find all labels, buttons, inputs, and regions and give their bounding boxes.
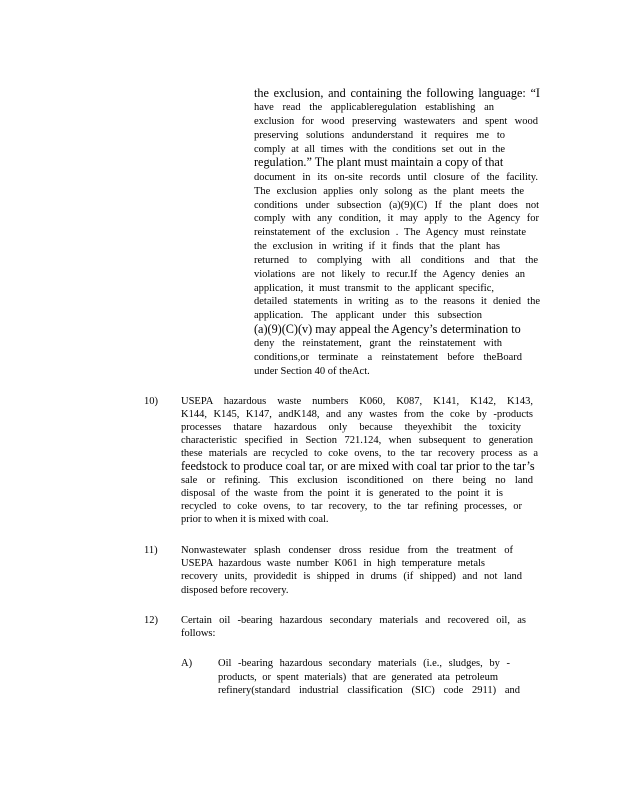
text-line: document in its on-site records until closure of the facility.	[254, 172, 538, 183]
text-line: preserving solutions andunderstand it requires me to	[254, 130, 505, 141]
text-line: the exclusion, and containing the following language: “I	[254, 86, 540, 100]
text-line: USEPA hazardous waste numbers K060, K087, K141, K142, K143,	[181, 396, 533, 407]
text-line: Certain oil -bearing hazardous secondary materials and recovered oil, as	[181, 615, 526, 626]
text-line: K144, K145, K147, andK148, and any wastes from the coke by -products	[181, 409, 533, 420]
text-line: USEPA hazardous waste number K061 in high temperature metals	[181, 558, 485, 569]
text-line: recovery units, providedit is shipped in drums (if shipped) and not land	[181, 571, 522, 582]
item-number: 12)	[144, 615, 158, 626]
text-line: follows:	[181, 628, 216, 639]
text-line: disposed before recovery.	[181, 585, 289, 596]
text-line: feedstock to produce coal tar, or are mixed with coal tar prior to the tar’s	[181, 459, 535, 473]
text-line: reinstatement of the exclusion . The Agency must reinstate	[254, 227, 526, 238]
text-line: under Section 40 of theAct.	[254, 366, 370, 377]
text-line: prior to when it is mixed with coal.	[181, 514, 329, 525]
text-line: processes thatare hazardous only because theyexhibit the toxicity	[181, 422, 521, 433]
text-line: conditions under subsection (a)(9)(C) If the plant does not	[254, 200, 539, 211]
text-line: exclusion for wood preserving wastewaters and spent wood	[254, 116, 538, 127]
text-line: regulation.” The plant must maintain a copy of that	[254, 155, 504, 169]
text-line: detailed statements in writing as to the reasons it denied the	[254, 296, 540, 307]
text-line: disposal of the waste from the point it is generated to the point it is	[181, 488, 503, 499]
text-line: sale or refining. This exclusion isconditioned on there being no land	[181, 475, 533, 486]
item-letter: A)	[181, 658, 193, 669]
item-number: 10)	[144, 396, 158, 407]
text-line: Oil -bearing hazardous secondary materials (i.e., sludges, by -	[218, 658, 510, 669]
text-line: application, it must transmit to the applicant specific,	[254, 283, 494, 294]
text-line: products, or spent materials) that are generated ata petroleum	[218, 672, 498, 683]
text-line: comply with any condition, it may apply to the Agency for	[254, 213, 539, 224]
text-line: Nonwastewater splash condenser dross residue from the treatment of	[181, 545, 513, 556]
text-line: characteristic specified in Section 721.124, when subsequent to generation	[181, 435, 533, 446]
text-line: returned to complying with all conditions and that the	[254, 255, 538, 266]
item-number: 11)	[144, 545, 158, 556]
text-line: recycled to coke ovens, to tar recovery, to the tar refining processes, or	[181, 501, 522, 512]
text-line: the exclusion in writing if it finds that the plant has	[254, 241, 500, 252]
text-line: The exclusion applies only solong as the plant meets the	[254, 186, 524, 197]
text-line: (a)(9)(C)(v) may appeal the Agency’s determination to	[254, 322, 521, 336]
text-line: application. The applicant under this subsection	[254, 310, 482, 321]
text-line: these materials are recycled to coke ovens, to the tar recovery process as a	[181, 448, 538, 459]
text-line: conditions,or terminate a reinstatement before theBoard	[254, 352, 522, 363]
text-line: comply at all times with the conditions set out in the	[254, 144, 505, 155]
text-line: have read the applicableregulation establishing an	[254, 102, 494, 113]
text-line: refinery(standard industrial classification (SIC) code 2911) and	[218, 685, 520, 696]
text-line: deny the reinstatement, grant the reinstatement with	[254, 338, 502, 349]
text-line: violations are not likely to recur.If the Agency denies an	[254, 269, 525, 280]
